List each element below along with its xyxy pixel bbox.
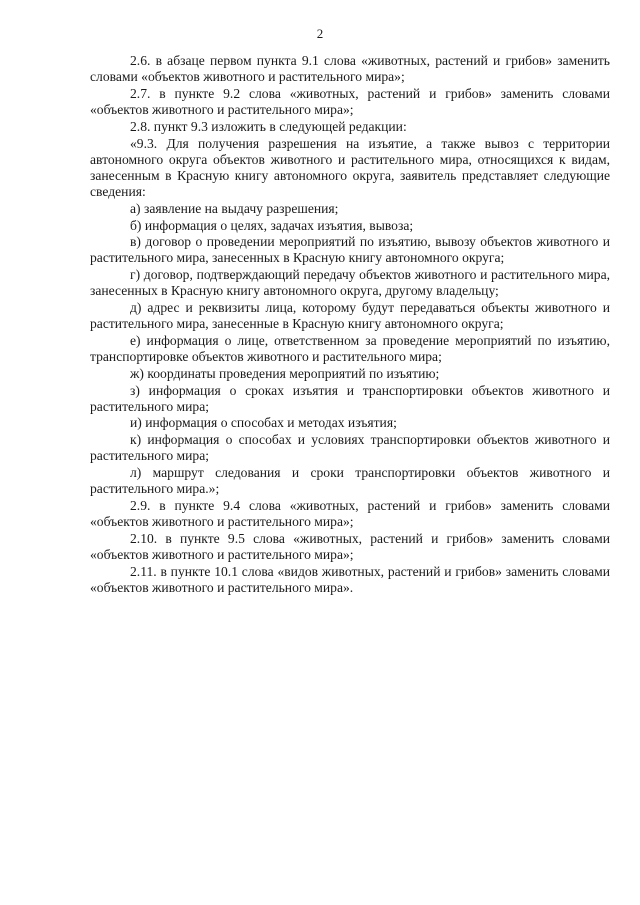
paragraph-9-3: «9.3. Для получения разрешения на изъятие, а также вывоз с территории автономного округа объектов животного и растительного мира, относящихся к видам, занесенным в Красную книгу автономного округа, заявитель представляет следующие сведения: bbox=[90, 135, 610, 200]
list-item-g: г) договор, подтверждающий передачу объектов животного и растительного мира, занесенных в Красную книгу автономного округа, другому владельцу; bbox=[90, 267, 610, 299]
list-item-d: д) адрес и реквизиты лица, которому будут передаваться объекты животного и растительного мира, занесенные в Красную книгу автономного округа; bbox=[90, 300, 610, 332]
paragraph-2-10: 2.10. в пункте 9.5 слова «животных, растений и грибов» заменить словами «объектов животного и растительного мира»; bbox=[90, 530, 610, 563]
paragraph-2-9: 2.9. в пункте 9.4 слова «животных, растений и грибов» заменить словами «объектов животного и растительного мира»; bbox=[90, 497, 610, 530]
list-item-a: а) заявление на выдачу разрешения; bbox=[130, 200, 339, 216]
list-item-e: е) информация о лице, ответственном за проведение мероприятий по изъятию, транспортировке объектов животного и растительного мира; bbox=[90, 332, 610, 365]
list-item-l: л) маршрут следования и сроки транспортировки объектов животного и растительного мира.»; bbox=[90, 465, 610, 497]
list-item-zh: ж) координаты проведения мероприятий по изъятию; bbox=[130, 365, 440, 381]
list-item-z: з) информация о сроках изъятия и транспортировки объектов животного и растительного мира; bbox=[90, 382, 610, 414]
paragraph-2-7: 2.7. в пункте 9.2 слова «животных, растений и грибов» заменить словами «объектов животного и растительного мира»; bbox=[90, 85, 610, 118]
list-item-b: б) информация о целях, задачах изъятия, вывоза; bbox=[130, 217, 414, 233]
paragraph-2-6: 2.6. в абзаце первом пункта 9.1 слова «животных, растений и грибов» заменить словами «объектов животного и растительного мира»; bbox=[90, 53, 610, 85]
list-item-k: к) информация о способах и условиях транспортировки объектов животного и растительного мира; bbox=[90, 432, 610, 464]
document-body bbox=[90, 53, 610, 596]
list-item-v: в) договор о проведении мероприятий по изъятию, вывозу объектов животного и растительного мира, занесенных в Красную книгу автономного округа; bbox=[90, 234, 610, 266]
page-number: 2 bbox=[316, 26, 324, 41]
paragraph-2-11: 2.11. в пункте 10.1 слова «видов животных, растений и грибов» заменить словами «объектов животного и растительного мира». bbox=[90, 563, 610, 595]
paragraph-2-8: 2.8. пункт 9.3 изложить в следующей редакции: bbox=[130, 118, 407, 134]
list-item-i: и) информация о способах и методах изъятия; bbox=[130, 415, 397, 431]
